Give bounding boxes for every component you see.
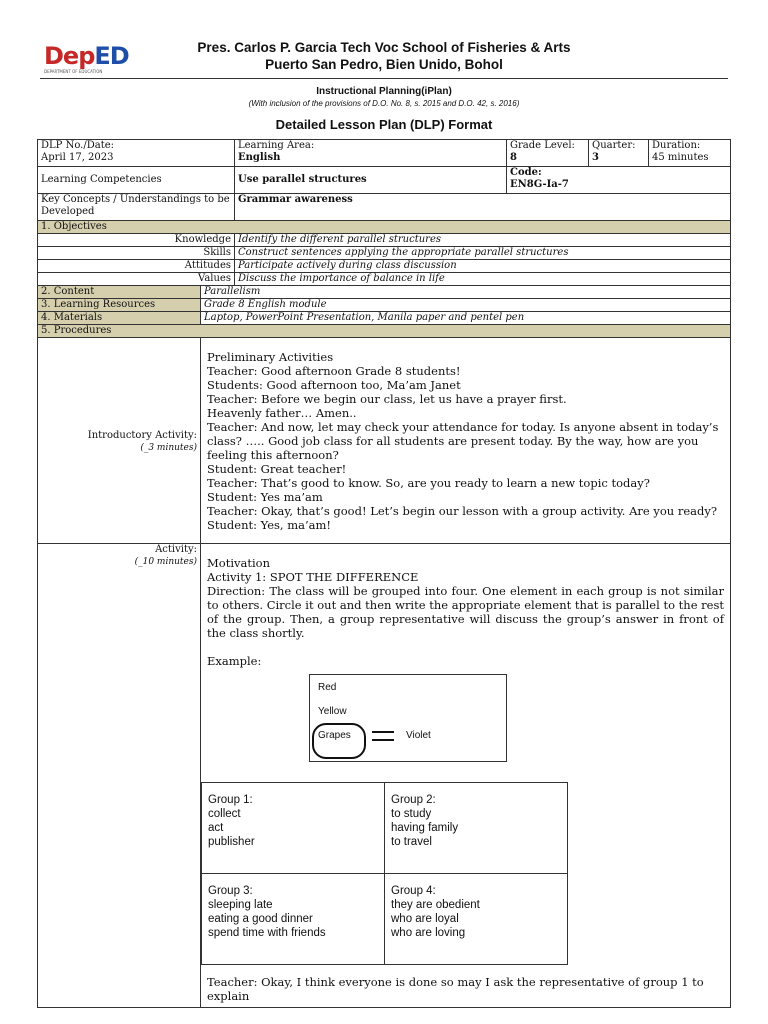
quarter-cell bbox=[589, 140, 649, 167]
intro-line: Student: Great teacher! bbox=[207, 462, 347, 476]
example-red: Red bbox=[318, 682, 337, 693]
equal-mark-top bbox=[372, 731, 394, 733]
activity-minutes: (_10 minutes) bbox=[134, 557, 197, 567]
content-row bbox=[38, 286, 731, 299]
activity-label: Activity: bbox=[155, 544, 197, 555]
dlp-title: Detailed Lesson Plan (DLP) Format bbox=[275, 117, 493, 132]
dlp-value: April 17, 2023 bbox=[41, 152, 114, 163]
group-cell-2 bbox=[385, 783, 568, 874]
group-title: Group 3: bbox=[208, 885, 253, 897]
example-yellow: Yellow bbox=[318, 706, 347, 717]
header-divider bbox=[40, 78, 728, 79]
intro-label-cell bbox=[38, 338, 201, 544]
groups-table bbox=[201, 782, 568, 965]
group-item: to study bbox=[391, 808, 432, 820]
example-box bbox=[309, 674, 507, 762]
group-item: to travel bbox=[391, 836, 432, 848]
equal-mark-bottom bbox=[372, 739, 394, 741]
objective-row-values bbox=[38, 273, 731, 286]
dlp-table bbox=[37, 139, 731, 1008]
example-label: Example: bbox=[207, 654, 262, 668]
info-row-3 bbox=[38, 194, 731, 221]
objective-value: Participate actively during class discussion bbox=[235, 260, 731, 273]
activity-label-cell bbox=[38, 544, 201, 1008]
dlp-cell bbox=[38, 140, 235, 167]
intro-line: Teacher: That’s good to know. So, are you ready to learn a new topic today? bbox=[207, 476, 650, 490]
code-value: EN8G-Ia-7 bbox=[510, 179, 569, 190]
grade-value: 8 bbox=[510, 152, 517, 163]
intro-row bbox=[38, 338, 731, 544]
section-label: 3. Learning Resources bbox=[38, 299, 201, 312]
objectives-heading: 1. Objectives bbox=[38, 221, 731, 234]
area-label: Learning Area: bbox=[238, 140, 315, 151]
area-value: English bbox=[238, 152, 281, 163]
section-label: 2. Content bbox=[38, 286, 201, 299]
concepts-value: Grammar awareness bbox=[235, 194, 731, 221]
section-value: Parallelism bbox=[201, 286, 731, 299]
objective-row-knowledge bbox=[38, 234, 731, 247]
objective-value: Construct sentences applying the appropriate parallel structures bbox=[235, 247, 731, 260]
group-item: they are obedient bbox=[391, 899, 480, 911]
logo-text-dep: Dep bbox=[44, 42, 95, 70]
group-item: publisher bbox=[208, 836, 255, 848]
info-row-2 bbox=[38, 167, 731, 194]
logo-subtext: DEPARTMENT OF EDUCATION bbox=[44, 69, 103, 74]
group-item: act bbox=[208, 822, 224, 834]
group-item: collect bbox=[208, 808, 241, 820]
activity-content bbox=[201, 544, 731, 1008]
activity-direction: Direction: The class will be grouped into four. One element in each group is not similar to others. Circle it out and then write the appropriate element that is parallel to the rest of the group. Then, a group representative will discuss the group’s answer in front of the class shortly. bbox=[207, 584, 724, 640]
objectives-heading-row bbox=[38, 221, 731, 234]
competencies-label: Learning Competencies bbox=[38, 167, 235, 194]
intro-line: Student: Yes ma’am bbox=[207, 490, 323, 504]
intro-line: Students: Good afternoon too, Ma’am Janet bbox=[207, 378, 461, 392]
resources-row bbox=[38, 299, 731, 312]
objective-label: Skills bbox=[38, 247, 235, 260]
concepts-label: Key Concepts / Understandings to be Developed bbox=[38, 194, 235, 221]
objective-row-skills bbox=[38, 247, 731, 260]
grade-label: Grade Level: bbox=[510, 140, 575, 151]
dlp-label: DLP No./Date: bbox=[41, 140, 114, 151]
intro-content bbox=[201, 338, 731, 544]
intro-line: Teacher: Okay, that’s good! Let’s begin our lesson with a group activity. Are you ready? bbox=[207, 504, 718, 518]
duration-label: Duration: bbox=[652, 140, 701, 151]
group-item: sleeping late bbox=[208, 899, 273, 911]
group-title: Group 4: bbox=[391, 885, 436, 897]
group-item: eating a good dinner bbox=[208, 913, 313, 925]
group-cell-3 bbox=[202, 874, 385, 965]
objective-label: Values bbox=[38, 273, 235, 286]
section-value: Laptop, PowerPoint Presentation, Manila paper and pentel pen bbox=[201, 312, 731, 325]
info-row-1 bbox=[38, 140, 731, 167]
school-address: Puerto San Pedro, Bien Unido, Bohol bbox=[265, 57, 503, 72]
activity-row bbox=[38, 544, 731, 1008]
intro-line: Teacher: Before we begin our class, let us have a prayer first. bbox=[207, 392, 567, 406]
section-value: Grade 8 English module bbox=[201, 299, 731, 312]
section-label: 4. Materials bbox=[38, 312, 201, 325]
plan-note: (With inclusion of the provisions of D.O. No. 8, s. 2015 and D.O. 42, s. 2016) bbox=[248, 99, 520, 108]
area-cell bbox=[235, 140, 507, 167]
code-label: Code: bbox=[510, 167, 542, 178]
group-title: Group 2: bbox=[391, 794, 436, 806]
objective-label: Knowledge bbox=[38, 234, 235, 247]
intro-line: Teacher: And now, let may check your attendance for today. Is anyone absent in today’s class? ….. Good job class for all students are present today. By the way, how are you feeling this afternoon? bbox=[207, 420, 719, 462]
procedures-heading-row bbox=[38, 325, 731, 338]
group-title: Group 1: bbox=[208, 794, 253, 806]
intro-line: Student: Yes, ma’am! bbox=[207, 518, 332, 532]
school-name: Pres. Carlos P. Garcia Tech Voc School of Fisheries & Arts bbox=[197, 40, 571, 55]
activity-title: Activity 1: SPOT THE DIFFERENCE bbox=[207, 570, 419, 584]
group-item: who are loving bbox=[391, 927, 466, 939]
intro-line: Teacher: Good afternoon Grade 8 students! bbox=[207, 364, 461, 378]
example-grapes: Grapes bbox=[318, 730, 351, 741]
competencies-value: Use parallel structures bbox=[235, 167, 507, 194]
intro-label: Introductory Activity: bbox=[87, 430, 197, 441]
group-item: having family bbox=[391, 822, 459, 834]
group-cell-4 bbox=[385, 874, 568, 965]
activity-closing: Teacher: Okay, I think everyone is done so may I ask the representative of group 1 to explain bbox=[207, 975, 704, 1003]
objective-label: Attitudes bbox=[38, 260, 235, 273]
materials-row bbox=[38, 312, 731, 325]
code-cell bbox=[507, 167, 731, 194]
example-violet: Violet bbox=[406, 730, 431, 741]
duration-cell bbox=[649, 140, 731, 167]
procedures-heading: 5. Procedures bbox=[38, 325, 731, 338]
objective-value: Discuss the importance of balance in life bbox=[235, 273, 731, 286]
group-item: spend time with friends bbox=[208, 927, 326, 939]
intro-line: Preliminary Activities bbox=[207, 350, 334, 364]
group-item: who are loyal bbox=[391, 913, 459, 925]
plan-title: Instructional Planning(iPlan) bbox=[316, 86, 452, 97]
objective-value: Identify the different parallel structures bbox=[235, 234, 731, 247]
intro-minutes: (_3 minutes) bbox=[140, 443, 197, 453]
duration-value: 45 minutes bbox=[652, 152, 709, 163]
intro-line: Heavenly father… Amen.. bbox=[207, 406, 357, 420]
logo-text-ed: ED bbox=[94, 42, 129, 70]
objective-row-attitudes bbox=[38, 260, 731, 273]
quarter-value: 3 bbox=[592, 152, 599, 163]
group-cell-1 bbox=[202, 783, 385, 874]
activity-motivation: Motivation bbox=[207, 556, 270, 570]
grade-cell bbox=[507, 140, 589, 167]
quarter-label: Quarter: bbox=[592, 140, 636, 151]
